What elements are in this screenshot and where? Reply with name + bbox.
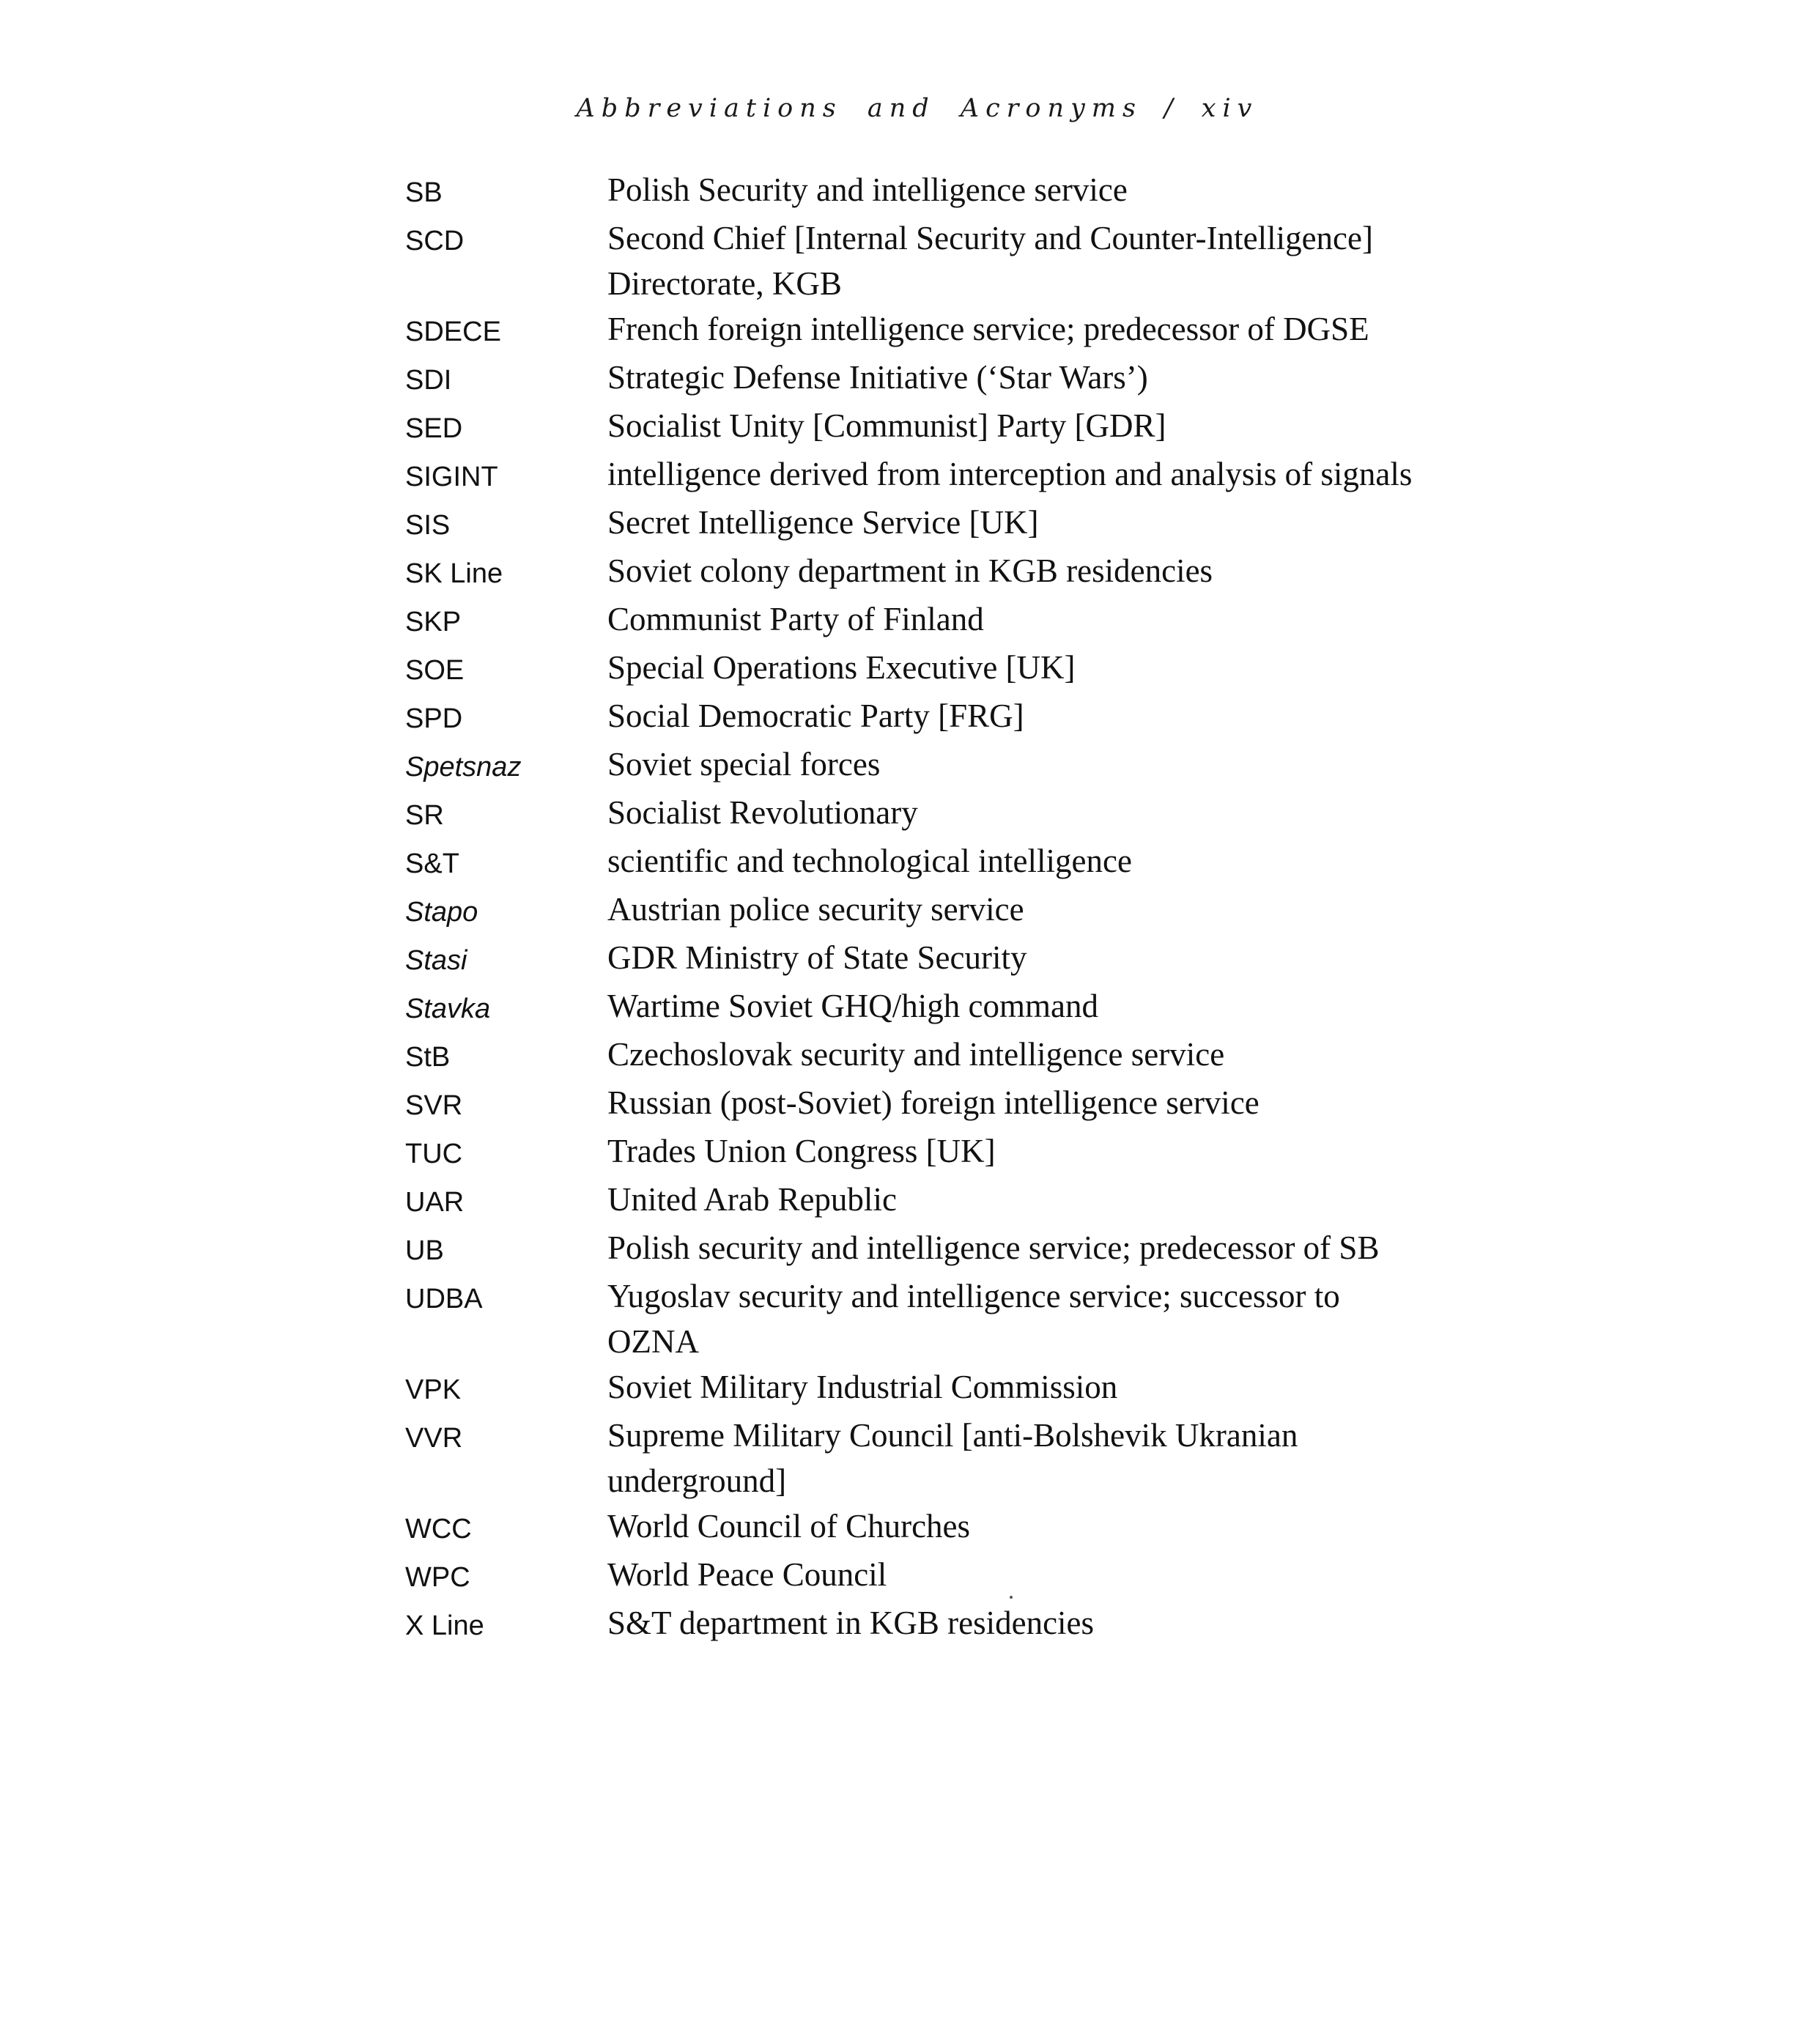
entry-definition: Wartime Soviet GHQ/high command [607,988,1099,1024]
entry-abbreviation: SDI [405,365,452,396]
entry-row [405,1225,1431,1273]
entry-row [405,1413,1431,1503]
entry-row [405,887,1431,935]
entry-abbreviation: UDBA [405,1284,483,1314]
entry-definition: intelligence derived from interception and analysis of signals [607,456,1413,492]
entry-abbreviation: Stavka [405,994,491,1024]
header-separator: / [1164,94,1180,123]
entry-abbreviation: StB [405,1042,451,1073]
entry-definition: Czechoslovak security and intelligence service [607,1036,1225,1073]
entry-abbreviation: UB [405,1235,444,1266]
entry-definition: Soviet special forces [607,746,881,783]
entry-row [405,355,1431,403]
entry-definition: Social Democratic Party [FRG] [607,698,1024,734]
entry-row [405,596,1431,645]
entry-row [405,548,1431,596]
entry-row [405,1552,1431,1600]
entry-definition: Russian (post-Soviet) foreign intelligence service [607,1084,1259,1121]
entry-row [405,1032,1431,1080]
entry-definition: Soviet colony department in KGB residencies [607,552,1213,589]
entry-abbreviation: SIGINT [405,462,498,492]
entry-row [405,451,1431,500]
stray-dot [1010,1596,1013,1599]
entry-definition: Soviet Military Industrial Commission [607,1369,1118,1405]
entry-row [405,935,1431,983]
entry-definition: scientific and technological intelligence [607,843,1132,879]
entry-row [405,1364,1431,1413]
entry-abbreviation: SDECE [405,317,501,347]
entry-abbreviation: VVR [405,1423,463,1454]
entry-definition: S&T department in KGB residencies [607,1605,1095,1641]
entry-abbreviation: SVR [405,1090,463,1121]
entry-row [405,838,1431,887]
running-header [0,94,1820,123]
entry-row [405,215,1431,306]
entry-abbreviation: SK Line [405,558,503,589]
entry-row [405,790,1431,838]
header-title: Abbreviations and Acronyms [576,94,1142,123]
entry-row [405,1128,1431,1177]
entry-definition: Socialist Revolutionary [607,794,918,831]
entry-abbreviation: SOE [405,655,465,686]
entry-definition: French foreign intelligence service; predecessor of DGSE [607,311,1369,347]
abbreviation-list [405,167,1431,1649]
entry-definition: Strategic Defense Initiative (‘Star Wars’) [607,359,1148,396]
entry-row [405,741,1431,790]
entry-definition: Supreme Military Council [anti-Bolshevik Ukranian underground] [607,1417,1298,1499]
entry-definition: World Peace Council [607,1556,887,1593]
entry-row [405,983,1431,1032]
entry-definition: Socialist Unity [Communist] Party [GDR] [607,407,1166,444]
entry-row [405,1177,1431,1225]
entry-abbreviation: Stasi [405,945,467,976]
entry-row [405,306,1431,355]
entry-definition: GDR Ministry of State Security [607,939,1027,976]
entry-abbreviation: Stapo [405,897,478,928]
entry-abbreviation: S&T [405,848,459,879]
entry-abbreviation: X Line [405,1610,484,1641]
entry-abbreviation: VPK [405,1375,462,1405]
entry-abbreviation: SB [405,177,443,208]
entry-row [405,1600,1431,1649]
entry-definition: United Arab Republic [607,1181,897,1218]
entry-abbreviation: SR [405,800,444,831]
entry-definition: Austrian police security service [607,891,1024,928]
entry-row [405,1503,1431,1552]
entry-definition: Second Chief [Internal Security and Counter-Intelligence] Directorate, KGB [607,220,1373,302]
entry-abbreviation: Spetsnaz [405,752,522,783]
entry-abbreviation: TUC [405,1139,463,1169]
entry-definition: Trades Union Congress [UK] [607,1133,996,1169]
entry-abbreviation: SED [405,413,463,444]
entry-abbreviation: SCD [405,226,465,256]
entry-abbreviation: SIS [405,510,451,541]
entry-definition: Secret Intelligence Service [UK] [607,504,1039,541]
entry-definition: Polish security and intelligence service; predecessor of SB [607,1229,1380,1266]
entry-row [405,1080,1431,1128]
entry-definition: Yugoslav security and intelligence service; successor to OZNA [607,1278,1340,1360]
entry-row [405,500,1431,548]
page-number: xiv [1201,94,1259,123]
entry-definition: World Council of Churches [607,1508,971,1544]
entry-row [405,1273,1431,1364]
entry-abbreviation: WCC [405,1514,472,1544]
entry-definition: Communist Party of Finland [607,601,984,637]
entry-row [405,403,1431,451]
entry-abbreviation: SPD [405,703,463,734]
entry-abbreviation: SKP [405,607,462,637]
entry-definition: Polish Security and intelligence service [607,171,1128,208]
entry-abbreviation: WPC [405,1562,470,1593]
entry-definition: Special Operations Executive [UK] [607,649,1076,686]
entry-abbreviation: UAR [405,1187,465,1218]
entry-row [405,167,1431,215]
entry-row [405,693,1431,741]
entry-row [405,645,1431,693]
